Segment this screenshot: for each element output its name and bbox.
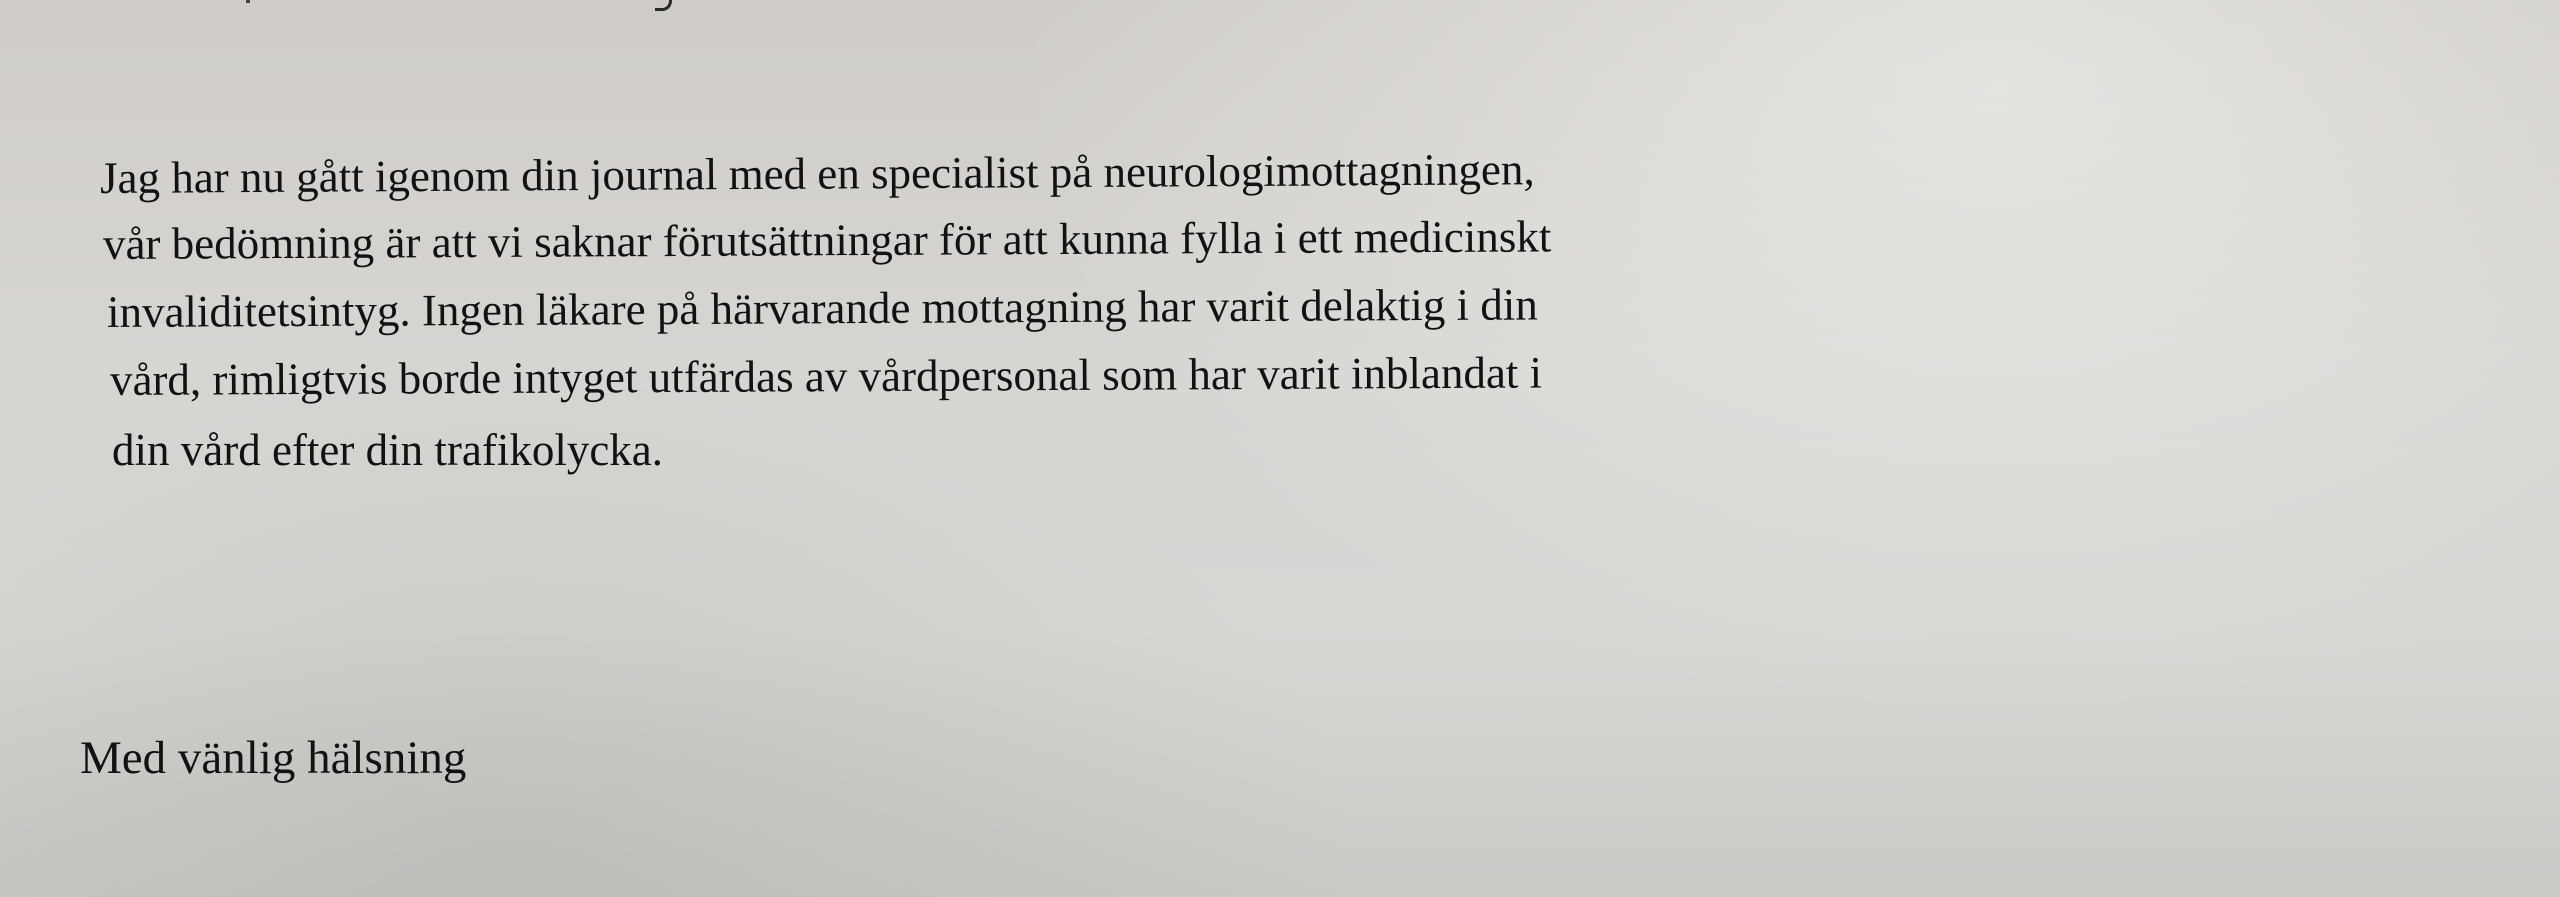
letter-body-line: din vård efter din trafikolycka. <box>112 425 664 475</box>
letter-closing: Med vänlig hälsning <box>80 732 467 784</box>
cut-off-text-fragment <box>246 0 250 3</box>
letter-body-line: vård, rimligtvis borde intyget utfärdas av vårdpersonal som har varit inblandat i <box>109 347 1543 405</box>
cut-off-text-fragment <box>655 0 672 11</box>
letter-body-line: vår bedömning är att vi saknar förutsättningar för att kunna fylla i ett medicinskt <box>102 211 1552 269</box>
letter-body-line: Jag har nu gått igenom din journal med en specialist på neurologimottagningen, <box>99 144 1535 203</box>
letter-body-line: invaliditetsintyg. Ingen läkare på härvarande mottagning har varit delaktig i din <box>106 279 1538 337</box>
